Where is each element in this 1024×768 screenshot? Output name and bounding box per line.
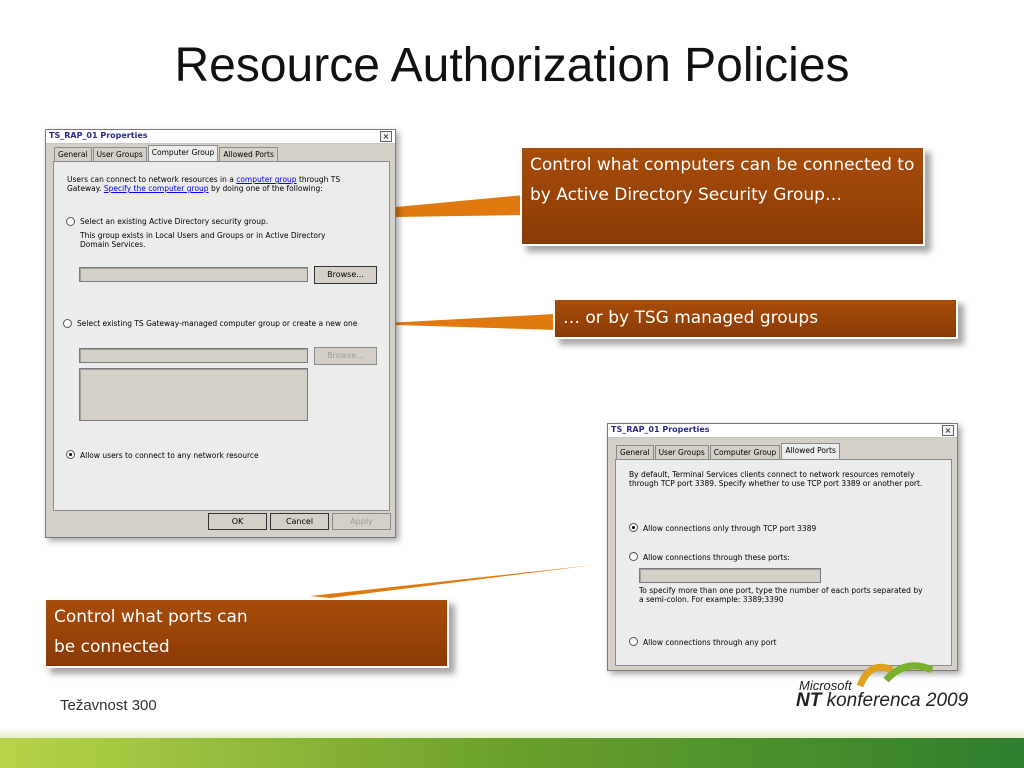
callout-ad-security-group: Control what computers can be connected to by Active Directory Security Group… — [520, 146, 925, 246]
brand-rest: konferenca 2009 — [821, 690, 969, 711]
brand-conference — [796, 690, 968, 712]
ports-hint-text: To specify more than one port, type the number of each ports separated by a semi-colon. For example: 3389;3390 — [639, 586, 923, 604]
option-any-resource-label: Allow users to connect to any network resource — [80, 451, 259, 460]
tab-user-groups[interactable]: User Groups — [93, 147, 147, 161]
footer-bar — [0, 738, 1024, 768]
dialog-title: TS_RAP_01 Properties — [611, 425, 710, 434]
specify-computer-group-link[interactable]: Specify the computer group — [103, 184, 209, 193]
radio-tsg-managed-group[interactable] — [63, 319, 72, 328]
close-icon[interactable]: × — [942, 425, 954, 436]
option-ad-group-desc: This group exists in Local Users and Groups or in Active Directory Domain Services. — [80, 231, 326, 249]
tab-panel — [615, 459, 952, 666]
tab-user-groups[interactable]: User Groups — [655, 445, 709, 459]
ad-group-field[interactable] — [79, 267, 308, 282]
connector-3 — [310, 565, 594, 598]
tab-allowed-ports[interactable]: Allowed Ports — [781, 443, 840, 459]
brand-nt: NT — [796, 690, 822, 711]
tab-computer-group[interactable]: Computer Group — [710, 445, 781, 459]
dialog-titlebar — [608, 424, 957, 438]
browse-tsg-group-button[interactable]: Browse... — [314, 347, 377, 365]
dialog-title: TS_RAP_01 Properties — [49, 131, 148, 140]
dialog-titlebar — [46, 130, 395, 144]
tab-strip — [54, 147, 279, 161]
callout-ports-line2: be connected — [54, 637, 170, 657]
ok-button[interactable]: OK — [208, 513, 267, 530]
tsg-group-list[interactable] — [79, 368, 308, 421]
cancel-button[interactable]: Cancel — [270, 513, 329, 530]
tab-computer-group[interactable]: Computer Group — [148, 145, 219, 161]
slide-title: Resource Authorization Policies — [174, 39, 850, 92]
tsg-group-field[interactable] — [79, 348, 308, 363]
radio-any-network-resource[interactable] — [66, 450, 75, 459]
option-any-port-label: Allow connections through any port — [643, 638, 777, 647]
tab-allowed-ports[interactable]: Allowed Ports — [219, 147, 278, 161]
properties-dialog-allowed-ports — [607, 423, 958, 671]
tab-panel — [53, 161, 390, 511]
ports-intro-text: By default, Terminal Services clients connect to network resources remotely through TCP port 3389. Specify whether to use TCP port 3389 or another port. — [629, 470, 923, 488]
intro-text — [67, 175, 352, 193]
footer-band — [0, 728, 1024, 738]
brand-microsoft: Microsoft — [799, 678, 852, 693]
conference-logo — [850, 656, 950, 692]
callout-ports — [44, 598, 449, 668]
option-tsg-group-label: Select existing TS Gateway-managed computer group or create a new one — [77, 319, 358, 328]
apply-button[interactable]: Apply — [332, 513, 391, 530]
radio-any-port[interactable] — [629, 637, 638, 646]
tab-strip — [616, 445, 841, 459]
tab-general[interactable]: General — [616, 445, 654, 459]
tab-general[interactable]: General — [54, 147, 92, 161]
radio-existing-ad-group[interactable] — [66, 217, 75, 226]
option-tcp-3389-label: Allow connections only through TCP port 3389 — [643, 524, 817, 533]
option-these-ports-label: Allow connections through these ports: — [643, 553, 790, 562]
radio-these-ports[interactable] — [629, 552, 638, 561]
intro-part: Users can connect to network resources in a — [67, 175, 237, 184]
browse-ad-group-button[interactable]: Browse... — [314, 266, 377, 284]
computer-group-link[interactable]: computer group — [236, 175, 297, 184]
callout-ports-line1: Control what ports can — [54, 607, 248, 627]
radio-tcp-3389-only[interactable] — [629, 523, 638, 532]
callout-tsg-managed-groups: … or by TSG managed groups — [553, 298, 958, 339]
properties-dialog-computer-group — [45, 129, 396, 538]
intro-part: through TS Gateway. — [67, 175, 341, 193]
ports-input[interactable] — [639, 568, 821, 583]
close-icon[interactable]: × — [380, 131, 392, 142]
option-ad-group-label: Select an existing Active Directory security group. — [80, 217, 269, 226]
intro-part: by doing one of the following: — [208, 184, 323, 193]
footer-difficulty: Težavnost 300 — [60, 697, 157, 714]
